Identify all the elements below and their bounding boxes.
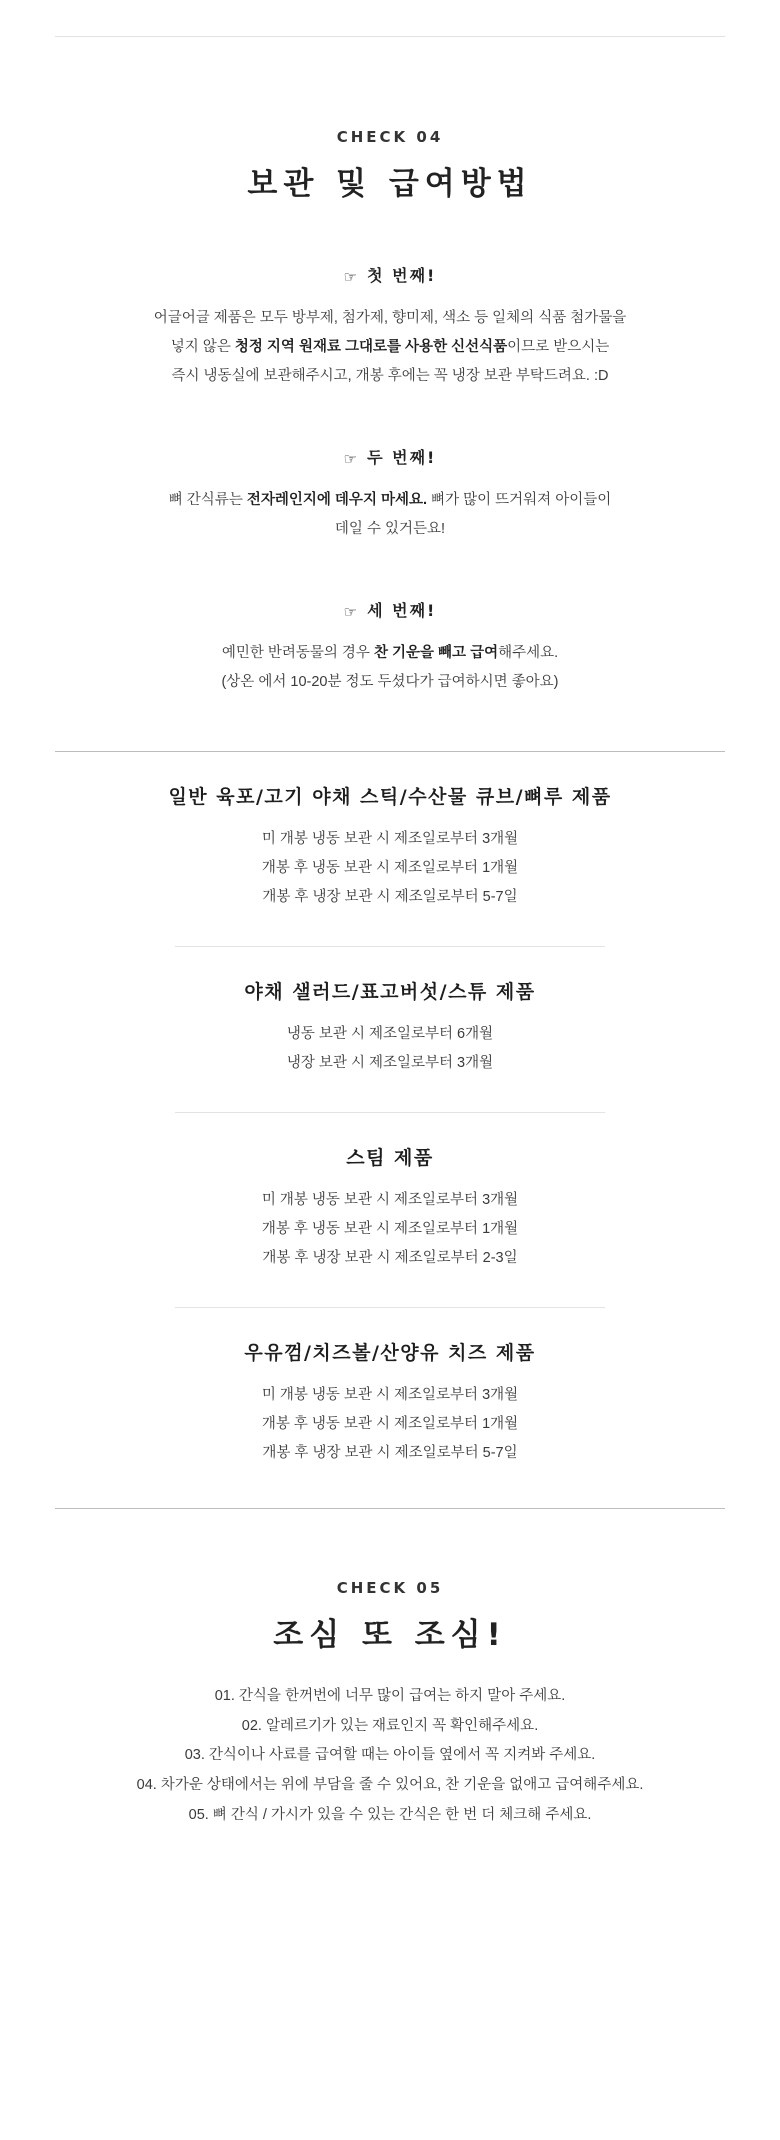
storage-line: 개봉 후 냉동 보관 시 제조일로부터 1개월 (261, 1416, 519, 1432)
storage-group (55, 1143, 725, 1273)
storage-line: 미 개봉 냉동 보관 시 제조일로부터 3개월 (261, 831, 519, 847)
storage-group-lines (55, 1186, 725, 1273)
storage-group-lines (55, 825, 725, 912)
pointing-hand-icon: ☞ (343, 603, 360, 621)
tip-body (55, 486, 725, 544)
check-05-title: 조심 또 조심! (273, 1617, 507, 1653)
tip-heading-label: 첫 번째! (367, 266, 437, 285)
check-04-label: CHECK 04 (336, 128, 444, 146)
tip-line: 즉시 냉동실에 보관해주시고, 개봉 후에는 꼭 냉장 보관 부탁드려요. :D (171, 368, 609, 384)
storage-line: 냉동 보관 시 제조일로부터 6개월 (286, 1026, 494, 1042)
caution-item: 04. 차가운 상태에서는 위에 부담을 줄 수 있어요, 찬 기운을 없애고 급여해주세요. (136, 1777, 644, 1794)
caution-item: 05. 뼈 간식 / 가시가 있을 수 있는 간식은 한 번 더 체크해 주세요. (188, 1806, 592, 1823)
group-divider (175, 1112, 605, 1113)
tip-line: 넣지 않은 청정 지역 원재료 그대로를 사용한 신선식품이므로 받으시는 (170, 339, 610, 355)
group-divider (175, 946, 605, 947)
tip-line: 뼈 간식류는 전자레인지에 데우지 마세요. 뼈가 많이 뜨거워져 아이들이 (168, 492, 612, 508)
storage-group-lines (55, 1381, 725, 1468)
group-divider (175, 1307, 605, 1308)
tip-body (55, 639, 725, 697)
tip-heading-label: 두 번째! (367, 448, 437, 467)
storage-line: 냉장 보관 시 제조일로부터 3개월 (286, 1055, 494, 1071)
storage-group-title: 우유껌/치즈볼/산양유 치즈 제품 (244, 1342, 536, 1364)
tip-item (55, 445, 725, 544)
top-divider (55, 36, 725, 37)
tip-line: 어글어글 제품은 모두 방부제, 첨가제, 향미제, 색소 등 일체의 식품 첨가물을 (153, 310, 627, 326)
storage-group (55, 782, 725, 912)
tip-body (55, 304, 725, 391)
section-divider (55, 751, 725, 752)
tip-line: 데일 수 있거든요! (334, 521, 446, 537)
caution-item: 01. 간식을 한꺼번에 너무 많이 급여는 하지 말아 주세요. (214, 1688, 566, 1704)
check-04-title: 보관 및 급여방법 (247, 166, 533, 202)
tip-heading (55, 263, 725, 286)
storage-group-title: 스팀 제품 (346, 1147, 434, 1169)
pointing-hand-icon: ☞ (343, 268, 360, 286)
storage-period-list (55, 782, 725, 1468)
storage-group-title: 일반 육포/고기 야채 스틱/수산물 큐브/뼈루 제품 (168, 786, 612, 808)
storage-line: 미 개봉 냉동 보관 시 제조일로부터 3개월 (261, 1192, 519, 1208)
storage-line: 개봉 후 냉장 보관 시 제조일로부터 5-7일 (262, 1445, 518, 1461)
tip-heading (55, 598, 725, 621)
caution-item: 02. 알레르기가 있는 재료인지 꼭 확인해주세요. (241, 1717, 539, 1734)
tip-item (55, 263, 725, 391)
storage-line: 개봉 후 냉장 보관 시 제조일로부터 2-3일 (262, 1250, 518, 1266)
caution-list (55, 1682, 725, 1831)
tip-line: 예민한 반려동물의 경우 찬 기운을 빼고 급여해주세요. (221, 645, 559, 661)
pointing-hand-icon: ☞ (343, 450, 360, 468)
storage-line: 개봉 후 냉동 보관 시 제조일로부터 1개월 (261, 860, 519, 876)
storage-line: 개봉 후 냉동 보관 시 제조일로부터 1개월 (261, 1221, 519, 1237)
check-05-label: CHECK 05 (336, 1579, 444, 1597)
tip-item (55, 598, 725, 697)
storage-line: 미 개봉 냉동 보관 시 제조일로부터 3개월 (261, 1387, 519, 1403)
storage-line: 개봉 후 냉장 보관 시 제조일로부터 5-7일 (262, 889, 518, 905)
caution-item: 03. 간식이나 사료를 급여할 때는 아이들 옆에서 꼭 지켜봐 주세요. (184, 1747, 596, 1764)
storage-group-lines (55, 1020, 725, 1078)
tip-heading (55, 445, 725, 468)
storage-group (55, 977, 725, 1078)
tip-heading-label: 세 번째! (367, 601, 437, 620)
check-05-section (55, 1509, 725, 1831)
storage-group-title: 야채 샐러드/표고버섯/스튜 제품 (244, 981, 536, 1003)
tip-line: (상온 에서 10-20분 정도 두셨다가 급여하시면 좋아요) (221, 674, 559, 690)
check-04-section (55, 0, 725, 697)
storage-group (55, 1338, 725, 1468)
